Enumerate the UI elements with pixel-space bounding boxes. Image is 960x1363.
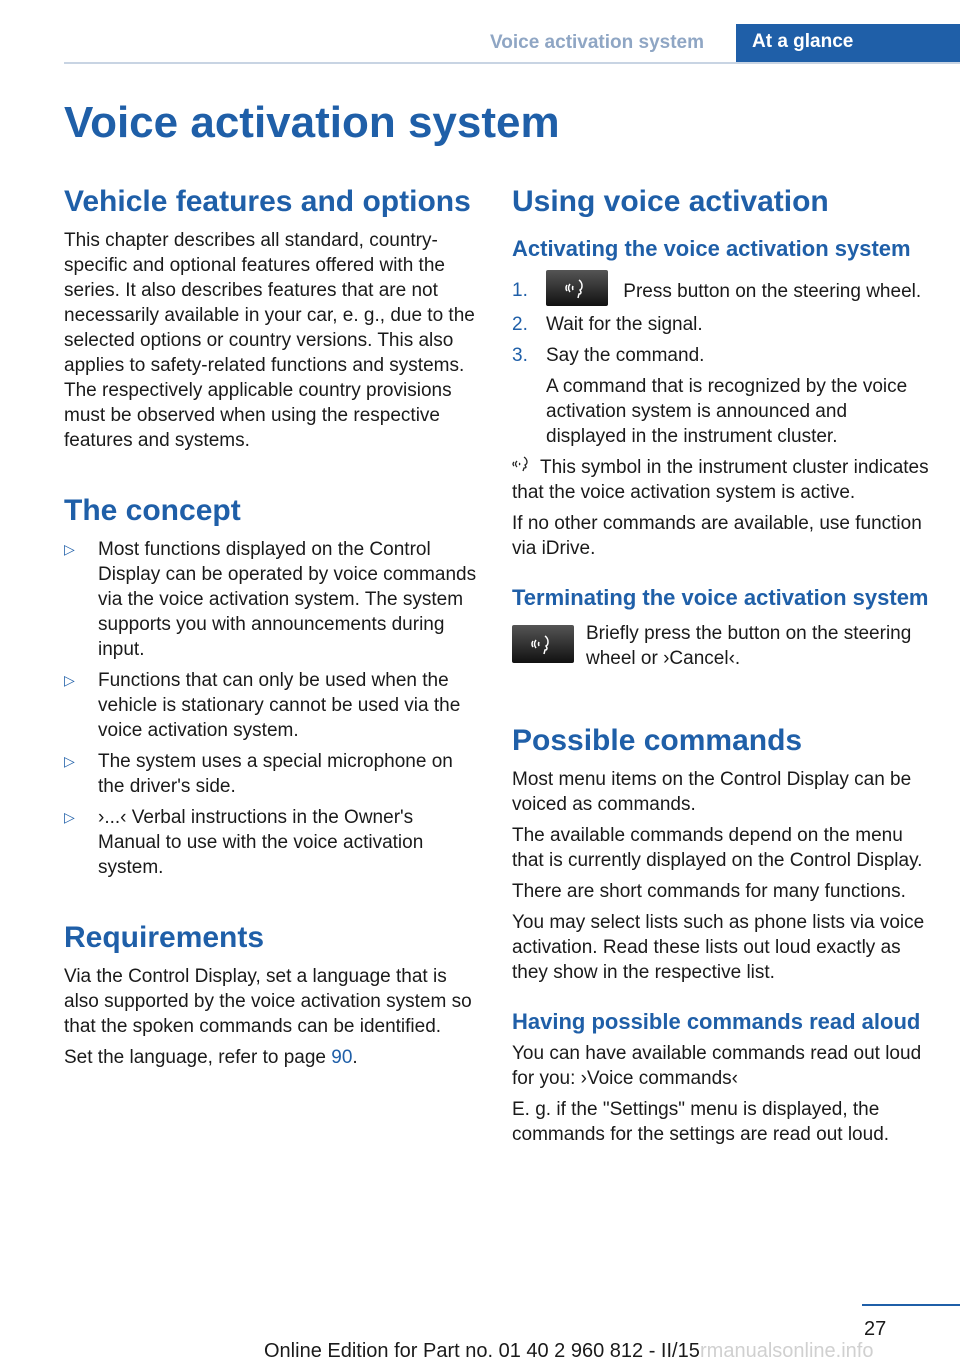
list-item (64, 537, 478, 662)
header-divider (64, 62, 960, 64)
header-chapter-tab: At a glance (736, 24, 960, 64)
activation-steps (512, 278, 932, 449)
step-text: Say the command. (546, 345, 705, 366)
symbol-note (512, 455, 932, 505)
bullet-text: The system uses a special microphone on the driver's side. (98, 751, 453, 797)
list-item (512, 278, 932, 306)
voice-button-icon (512, 625, 574, 663)
features-heading: Vehicle features and options (64, 185, 471, 218)
voice-active-symbol-icon (512, 455, 532, 480)
read-aloud-p2: E. g. if the "Settings" menu is displayed, the commands for the settings are read out loud. (512, 1099, 890, 1146)
bullet-triangle-icon: ▷ (64, 672, 75, 688)
header-section-title: Voice activation system (490, 32, 705, 53)
list-item (512, 343, 932, 449)
requirements-heading: Requirements (64, 921, 265, 954)
list-item (512, 312, 932, 337)
page-reference-link[interactable]: 90 (331, 1047, 353, 1068)
requirements-body: Via the Control Display, set a language that is also supported by the voice activation system so that the spoken commands can be identified. (64, 966, 472, 1037)
step-text: Wait for the signal. (546, 314, 703, 335)
list-item (64, 668, 478, 743)
bullet-triangle-icon: ▷ (64, 753, 75, 769)
symbol-note-text: This symbol in the instrument cluster indicates that the voice activation system is active. (512, 457, 929, 504)
watermark: rmanualsonline.info (700, 1340, 874, 1362)
terminating-row (512, 621, 932, 671)
bullet-text: ›...‹ Verbal instructions in the Owner's Manual to use with the voice activation system. (98, 807, 424, 878)
bullet-text: Functions that can only be used when the vehicle is stationary cannot be used via the voice activation system. (98, 670, 461, 741)
activating-heading: Activating the voice activation system (512, 236, 911, 261)
list-item (64, 749, 478, 799)
requirements-reference (64, 1045, 478, 1070)
terminating-body: Briefly press the button on the steering wheel or ›Cancel‹. (586, 623, 912, 670)
read-aloud-heading: Having possible commands read aloud (512, 1009, 921, 1035)
step-number: 1. (512, 280, 528, 301)
reference-text: Set the language, refer to page (64, 1047, 332, 1068)
possible-commands-heading: Possible commands (512, 724, 803, 758)
bullet-text: Most functions displayed on the Control Display can be operated by voice commands via the voice activation system. The system supports you with announcements during input. (98, 539, 477, 660)
bullet-triangle-icon: ▷ (64, 541, 75, 557)
list-item (64, 805, 478, 880)
read-aloud-p1: You can have available commands read out loud for you: ›Voice commands‹ (512, 1043, 922, 1090)
step-number: 3. (512, 345, 528, 366)
terminating-heading: Terminating the voice activation system (512, 585, 929, 611)
features-body: This chapter describes all standard, country-specific and optional features offered with the series. It also describes features that are not necessarily available in your car, e. g., due to the selected options or country versions. This also applies to safety-related functions and systems. The respectively applicable country provisions must be observed when using the respective features and systems. (64, 230, 475, 451)
reference-end: . (352, 1047, 358, 1068)
concept-heading: The concept (64, 494, 241, 527)
footer-divider (862, 1304, 960, 1306)
no-commands-note: If no other commands are available, use function via iDrive. (512, 513, 922, 560)
step-text: Press button on the steering wheel. (623, 281, 922, 303)
concept-list (64, 537, 478, 880)
edition-footer: Online Edition for Part no. 01 40 2 960 812 - II/15 (264, 1340, 700, 1362)
possible-p4: You may select lists such as phone lists via voice activation. Read these lists out loud exactly as they show in the respective list. (512, 912, 925, 984)
voice-button-icon (546, 270, 608, 306)
right-column (512, 182, 932, 1147)
page-title: Voice activation system (64, 98, 560, 147)
step-3-note: A command that is recognized by the voice activation system is announced and displayed in the instrument cluster. (546, 376, 908, 447)
possible-p2: The available commands depend on the menu that is currently displayed on the Control Display. (512, 825, 923, 872)
possible-p3: There are short commands for many functions. (512, 881, 906, 903)
page-number: 27 (864, 1318, 887, 1340)
step-number: 2. (512, 314, 528, 335)
bullet-triangle-icon: ▷ (64, 809, 75, 825)
left-column (64, 182, 478, 1070)
using-heading: Using voice activation (512, 185, 829, 218)
possible-p1: Most menu items on the Control Display can be voiced as commands. (512, 769, 912, 816)
